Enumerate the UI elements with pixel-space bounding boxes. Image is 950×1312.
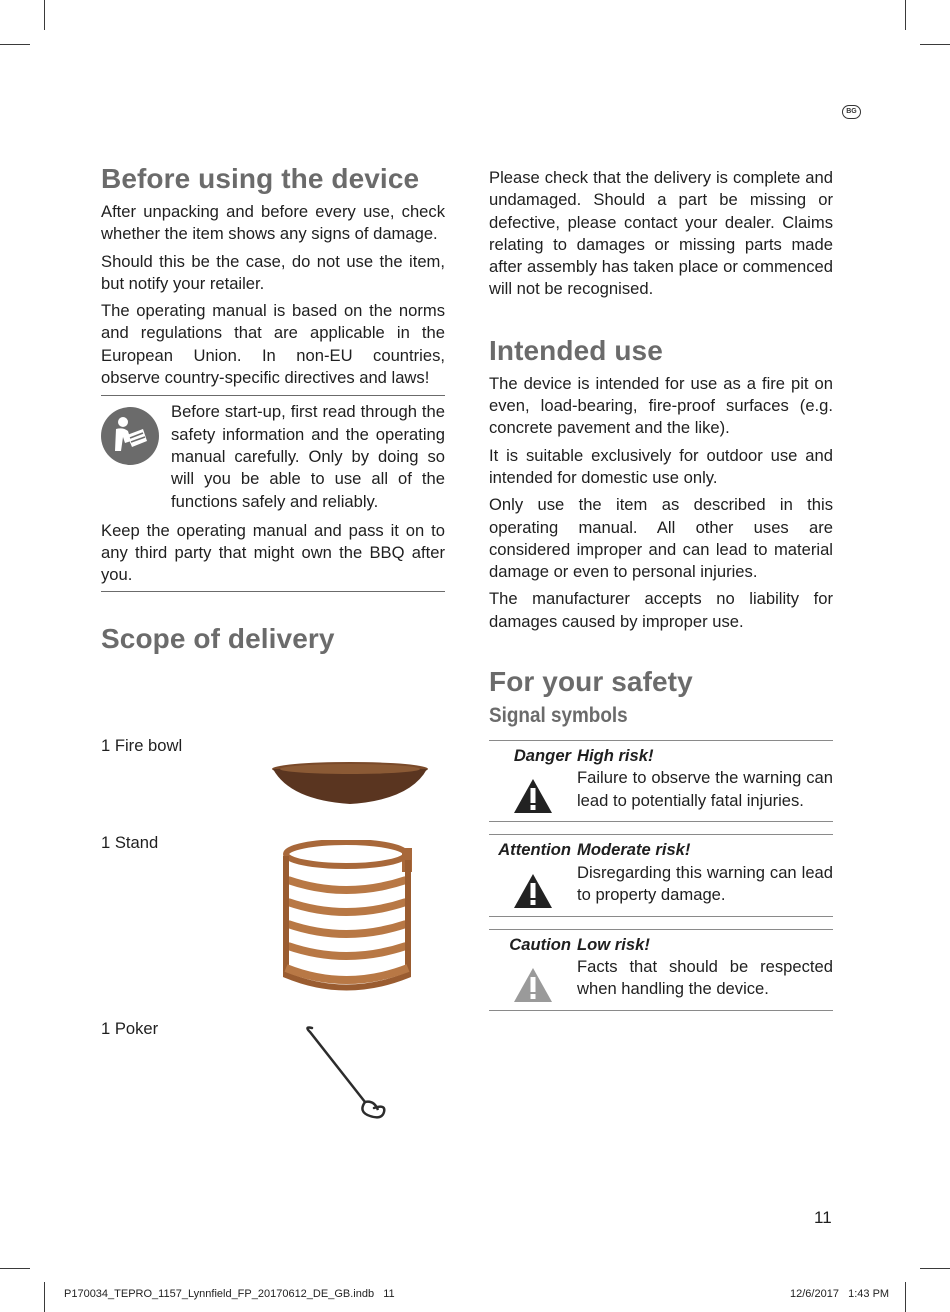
crop-mark	[920, 1268, 950, 1269]
paragraph: The device is intended for use as a fire pit on even, load-bearing, fire-proof surfaces (e.g. concrete pavement and the like).	[489, 373, 833, 438]
fire-bowl-image	[270, 760, 430, 806]
delivery-item-poker: 1 Poker	[101, 1019, 159, 1038]
paragraph: After unpacking and before every use, check whether the item shows any signs of damage.	[101, 202, 445, 244]
delivery-item-stand: 1 Stand	[101, 833, 159, 852]
signal-level: High risk!	[577, 746, 654, 766]
signal-text: Failure to observe the warning can lead to potentially fatal injuries.	[577, 768, 833, 810]
crop-mark	[905, 1282, 906, 1312]
stand-image	[282, 840, 414, 996]
left-column	[101, 163, 445, 661]
paragraph: Only use the item as described in this operating manual. All other uses are considered improper and can lead to material damage or even to personal injuries.	[489, 495, 833, 582]
divider	[101, 591, 445, 592]
heading-for-your-safety: For your safety	[489, 666, 693, 698]
paragraph: The manufacturer accepts no liability for damages caused by improper use.	[489, 589, 833, 631]
caution-warning-icon	[512, 966, 554, 1004]
crop-mark	[44, 0, 45, 30]
signal-level: Low risk!	[577, 934, 650, 954]
attention-warning-icon	[512, 872, 554, 910]
paragraph: Keep the operating manual and pass it on to any third party that might own the BBQ after you.	[101, 520, 445, 585]
crop-mark	[920, 44, 950, 45]
crop-mark	[44, 1282, 45, 1312]
signal-text: Facts that should be respected when handling the device.	[577, 956, 833, 999]
footer-filename: P170034_TEPRO_1157_Lynnfield_FP_20170612_DE_GB.indb 11	[64, 1288, 395, 1300]
delivery-item-fire-bowl: 1 Fire bowl	[101, 736, 183, 755]
heading-intended-use: Intended use	[489, 334, 663, 366]
signal-symbols-table	[489, 740, 833, 1011]
crop-mark	[0, 44, 30, 45]
paragraph: It is suitable exclusively for outdoor use and intended for domestic use only.	[489, 445, 833, 487]
heading-before-using: Before using the device	[101, 163, 420, 194]
paragraph: Please check that the delivery is complete and undamaged. Should a part be missing or defective, please contact your dealer. Claims relating to damages or missing parts made after assembly has taken place or commenced will not be recognised.	[489, 168, 833, 299]
crop-mark	[0, 1268, 30, 1269]
signal-text: Disregarding this warning can lead to property damage.	[577, 862, 833, 904]
paragraph: Should this be the case, do not use the item, but notify your retailer.	[101, 251, 445, 293]
signal-caution	[489, 929, 833, 1011]
signal-level: Moderate risk!	[577, 840, 691, 860]
signal-attention	[489, 834, 833, 916]
page-number: 11	[814, 1208, 832, 1227]
signal-danger	[489, 740, 833, 822]
read-manual-icon	[101, 407, 159, 465]
right-column	[489, 163, 833, 1011]
read-manual-note	[101, 396, 445, 512]
language-badge: BG	[842, 105, 861, 119]
poker-image	[300, 1020, 395, 1125]
subheading-signal-symbols: Signal symbols	[489, 704, 628, 728]
crop-mark	[905, 0, 906, 30]
note-text: Before start-up, first read through the safety information and the operating manual carefully. Only by doing so will you be able to use all of the functions safely and reliably.	[171, 402, 445, 511]
signal-word: Danger	[513, 746, 571, 766]
signal-word: Caution	[509, 934, 571, 954]
paragraph: The operating manual is based on the norms and regulations that are applicable in the European Union. In non-EU countries, observe country-specific directives and laws!	[101, 301, 445, 388]
signal-word: Attention	[498, 840, 571, 860]
heading-scope-of-delivery: Scope of delivery	[101, 622, 335, 654]
footer-timestamp: 12/6/2017 1:43 PM	[790, 1288, 890, 1300]
danger-warning-icon	[512, 777, 554, 815]
